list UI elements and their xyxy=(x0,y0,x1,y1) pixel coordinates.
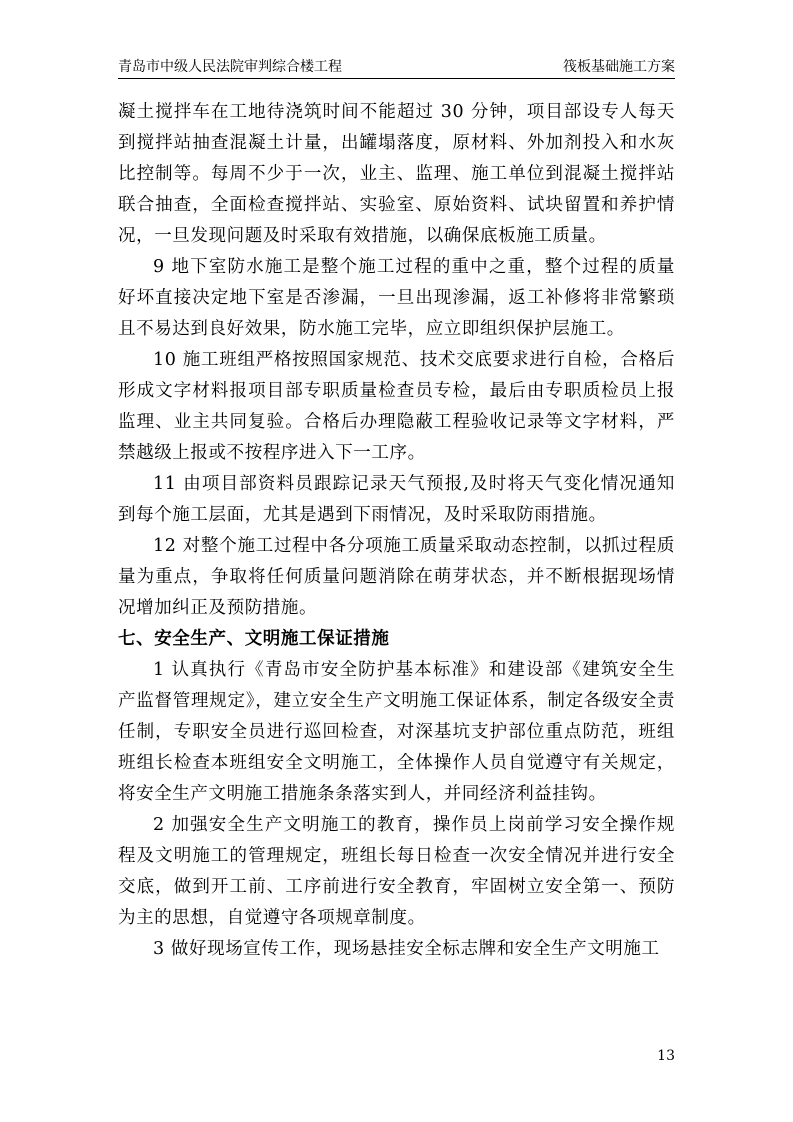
page-number: 13 xyxy=(657,1048,675,1064)
section-paragraph-2: 2 加强安全生产文明施工的教育，操作员上岗前学习安全操作规程及文明施工的管理规定，班组长每日检查一次安全情况并进行安全交底，做到开工前、工序前进行安全教育，牢固树立安全第一、预防为主的思想，自觉遵守各项规章制度。 xyxy=(118,815,675,928)
paragraph-item-10: 10 施工班组严格按照国家规范、技术交底要求进行自检，合格后形成文字材料报项目部专职质量检查员专检，最后由专职质检员上报监理、业主共同复验。合格后办理隐蔽工程验收记录等文字材料，严禁越级上报或不按程序进入下一工序。 xyxy=(118,350,675,463)
section-paragraph-3: 3 做好现场宣传工作，现场悬挂安全标志牌和安全生产文明施工 xyxy=(153,939,660,959)
paragraph-item-12: 12 对整个施工过程中各分项施工质量采取动态控制，以抓过程质量为重点，争取将任何质量问题消除在萌芽状态，并不断根据现场情况增加纠正及预防措施。 xyxy=(118,536,675,618)
section-paragraph-1: 1 认真执行《青岛市安全防护基本标准》和建设部《建筑安全生产监督管理规定》，建立安全生产文明施工保证体系，制定各级安全责任制，专职安全员进行巡回检查，对深基坑支护部位重点防范，班组班组长检查本班组安全文明施工，全体操作人员自觉遵守有关规定，将安全生产文明施工措施条条落实到人，并同经济利益挂钩。 xyxy=(118,660,675,804)
page-body xyxy=(118,97,675,965)
paragraph-continuation: 凝土搅拌车在工地待浇筑时间不能超过 30 分钟，项目部设专人每天到搅拌站抽查混凝土计量，出罐塌落度，原材料、外加剂投入和水灰比控制等。每周不少于一次，业主、监理、施工单位到混凝土搅拌站联合抽查，全面检查搅拌站、实验室、原始资料、试块留置和养护情况，一旦发现问题及时采取有效措施，以确保底板施工质量。 xyxy=(118,102,675,246)
paragraph-item-9: 9 地下室防水施工是整个施工过程的重中之重，整个过程的质量好坏直接决定地下室是否渗漏，一旦出现渗漏，返工补修将非常繁琐且不易达到良好效果，防水施工完毕，应立即组织保护层施工。 xyxy=(118,257,675,339)
section-heading: 七、安全生产、文明施工保证措施 xyxy=(118,629,390,649)
paragraph-item-11: 11 由项目部资料员跟踪记录天气预报,及时将天气变化情况通知到每个施工层面，尤其是遇到下雨情况，及时采取防雨措施。 xyxy=(118,474,675,525)
header-project-title: 青岛市中级人民法院审判综合楼工程 xyxy=(118,59,342,75)
header-document-title: 筏板基础施工方案 xyxy=(563,59,675,75)
page-header xyxy=(118,54,675,79)
